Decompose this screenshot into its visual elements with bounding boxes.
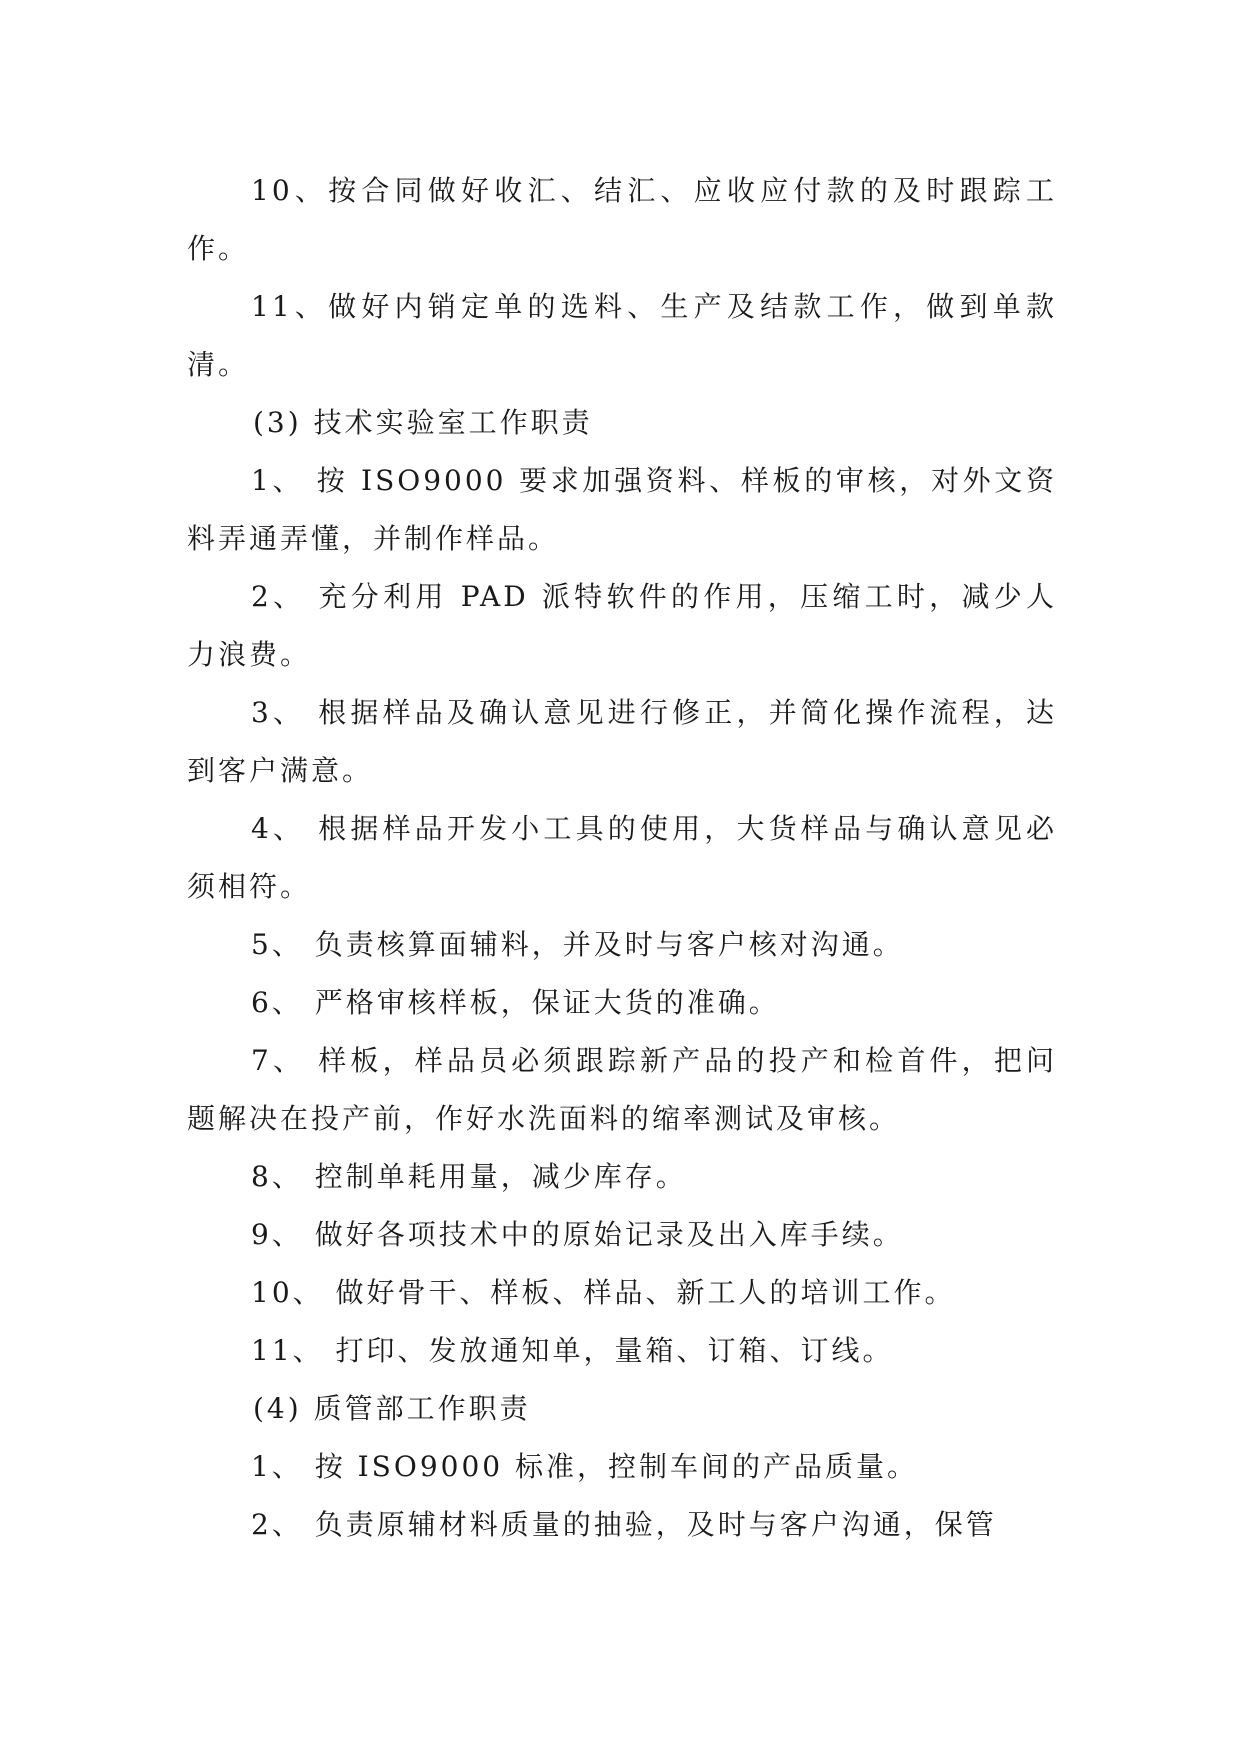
document-body [187,162,1057,1554]
section-heading-tech-lab: (3) 技术实验室工作职责 [253,406,593,439]
paragraph-finance-item-10: 10、按合同做好收汇、结汇、应收应付款的及时跟踪工作。 [187,174,1057,265]
paragraph-tech-item-7: 7、 样板，样品员必须跟踪新产品的投产和检首件，把问题解决在投产前，作好水洗面料的缩率测试及审核。 [187,1044,1057,1135]
paragraph-tech-item-10: 10、 做好骨干、样板、样品、新工人的培训工作。 [251,1276,956,1309]
paragraph-finance-item-11: 11、做好内销定单的选料、生产及结款工作，做到单款清。 [187,290,1057,381]
paragraph-tech-item-4: 4、 根据样品开发小工具的使用，大货样品与确认意见必须相符。 [187,812,1057,903]
section-heading-quality-dept: (4) 质管部工作职责 [253,1392,531,1425]
paragraph-tech-item-5: 5、 负责核算面辅料，并及时与客户核对沟通。 [251,928,904,961]
paragraph-quality-item-2: 2、 负责原辅材料质量的抽验，及时与客户沟通，保管 [251,1508,997,1541]
paragraph-tech-item-11: 11、 打印、发放通知单，量箱、订箱、订线。 [251,1334,894,1367]
paragraph-quality-item-1: 1、 按 ISO9000 标准，控制车间的产品质量。 [251,1450,918,1483]
paragraph-tech-item-9: 9、 做好各项技术中的原始记录及出入库手续。 [251,1218,904,1251]
paragraph-tech-item-1: 1、 按 ISO9000 要求加强资料、样板的审核，对外文资料弄通弄懂，并制作样品。 [187,464,1057,555]
paragraph-tech-item-3: 3、 根据样品及确认意见进行修正，并简化操作流程，达到客户满意。 [187,696,1057,787]
paragraph-tech-item-8: 8、 控制单耗用量，减少库存。 [251,1160,687,1193]
paragraph-tech-item-2: 2、 充分利用 PAD 派特软件的作用，压缩工时，减少人力浪费。 [187,580,1057,671]
paragraph-tech-item-6: 6、 严格审核样板，保证大货的准确。 [251,986,780,1019]
